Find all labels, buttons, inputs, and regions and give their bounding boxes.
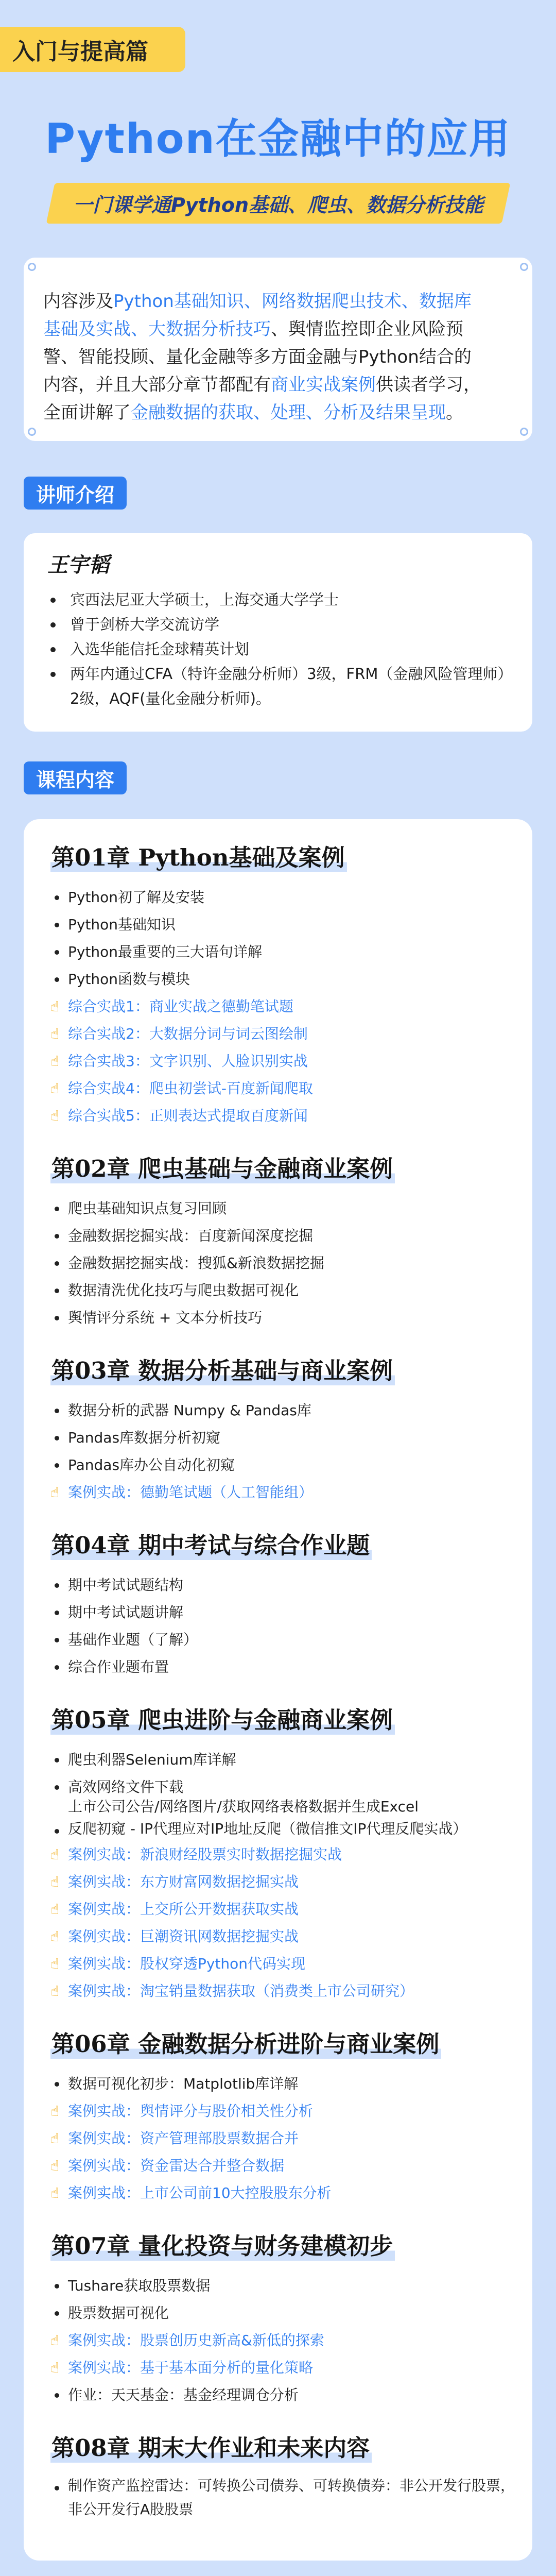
case-study-item: ☝ 案例实战：股票创历史新高&新低的探索 <box>50 2327 517 2354</box>
chapter-title: 第01章 Python基础及案例 <box>50 839 347 872</box>
lesson-item: 爬虫利器Selenium库详解 <box>50 1746 517 1773</box>
chapter-section <box>50 2227 517 2409</box>
intro-line: 基础及实战、大数据分析技巧、舆情监控即企业风险预 <box>43 319 463 340</box>
instructor-card <box>24 533 532 732</box>
chapter-section <box>50 839 517 1129</box>
intro-line: 内容涉及Python基础知识、网络数据爬虫技术、数据库 <box>43 291 472 312</box>
lesson-item: 数据分析的武器 Numpy & Pandas库 <box>50 1397 517 1424</box>
lesson-item: Tushare获取股票数据 <box>50 2272 517 2299</box>
case-study-item: ☝ 综合实战3：文字识别、人脸识别实战 <box>50 1047 517 1075</box>
lesson-item: 综合作业题布置 <box>50 1653 517 1681</box>
course-card <box>24 819 532 2561</box>
lesson-item: 高效网络文件下载 上市公司公告/网络图片/获取网络表格数据并生成Excel <box>50 1773 517 1817</box>
chapter-title: 第04章 期中考试与综合作业题 <box>50 1527 372 1560</box>
lesson-item: 反爬初窥 - IP代理应对IP地址反爬（微信推文IP代理反爬实战） <box>50 1817 517 1841</box>
corner-dot-icon <box>28 428 36 436</box>
corner-dot-icon <box>520 428 528 436</box>
lesson-item: Pandas库数据分析初窥 <box>50 1424 517 1451</box>
chapter-item-list <box>50 1195 517 1331</box>
instructor-item: 曾于剑桥大学交流访学 <box>47 612 512 637</box>
intro-card <box>24 258 532 441</box>
chapter-section <box>50 1352 517 1506</box>
lesson-item: 期中考试试题讲解 <box>50 1599 517 1626</box>
lesson-item: Python函数与模块 <box>50 965 517 993</box>
lesson-item: 舆情评分系统 + 文本分析技巧 <box>50 1304 517 1331</box>
case-study-item: ☝ 案例实战：上交所公开数据获取实战 <box>50 1895 517 1923</box>
case-study-item: ☝ 综合实战4：爬虫初尝试-百度新闻爬取 <box>50 1075 517 1102</box>
case-study-item: ☝ 案例实战：德勤笔试题（人工智能组） <box>50 1479 517 1506</box>
chapter-section <box>50 1527 517 1681</box>
case-study-item: ☝ 案例实战：舆情评分与股价相关性分析 <box>50 2097 517 2125</box>
lesson-item: Python最重要的三大语句详解 <box>50 938 517 965</box>
chapter-title: 第02章 爬虫基础与金融商业案例 <box>50 1150 395 1183</box>
chapter-title: 第08章 期末大作业和未来内容 <box>50 2429 372 2463</box>
level-tag: 入门与提高篇 <box>0 27 185 72</box>
instructor-item: 宾西法尼亚大学硕士，上海交通大学学士 <box>47 587 512 612</box>
chapter-item-list <box>50 1397 517 1506</box>
intro-line: 内容，并且大部分章节都配有商业实战案例供读者学习， <box>43 375 481 395</box>
lesson-item: 数据清洗优化技巧与爬虫数据可视化 <box>50 1277 517 1304</box>
chapter-item-list <box>50 2272 517 2409</box>
case-study-item: ☝ 案例实战：淘宝销量数据获取（消费类上市公司研究） <box>50 1977 517 2005</box>
lesson-item: 作业：天天基金：基金经理调仓分析 <box>50 2381 517 2409</box>
lesson-item: 金融数据挖掘实战：搜狐&新浪数据挖掘 <box>50 1249 517 1277</box>
page-title: Python在金融中的应用 <box>45 115 511 163</box>
lesson-item: Python基础知识 <box>50 911 517 938</box>
lesson-item: Python初了解及安装 <box>50 884 517 911</box>
course-section-tag: 课程内容 <box>24 761 127 794</box>
instructor-list <box>47 587 512 711</box>
lesson-item: 数据可视化初步：Matplotlib库详解 <box>50 2070 517 2097</box>
lesson-item: 股票数据可视化 <box>50 2299 517 2327</box>
lesson-item: 制作资产监控雷达：可转换公司债券、可转换债券：非公开发行股票，非公开发行A股股票 <box>50 2474 517 2521</box>
chapter-item-list <box>50 2474 517 2521</box>
case-study-item: ☝ 案例实战：资产管理部股票数据合并 <box>50 2125 517 2152</box>
lesson-item: 金融数据挖掘实战：百度新闻深度挖掘 <box>50 1222 517 1249</box>
intro-line: 全面讲解了金融数据的获取、处理、分析及结果呈现。 <box>43 402 463 423</box>
corner-dot-icon <box>28 263 36 271</box>
instructor-item: 两年内通过CFA（特许金融分析师）3级，FRM（金融风险管理师） <box>47 662 512 686</box>
chapter-title: 第05章 爬虫进阶与金融商业案例 <box>50 1701 395 1735</box>
chapter-title: 第03章 数据分析基础与商业案例 <box>50 1352 395 1385</box>
chapter-title: 第07章 量化投资与财务建模初步 <box>50 2227 395 2261</box>
lesson-item: 基础作业题（了解） <box>50 1626 517 1653</box>
chapter-section <box>50 2429 517 2521</box>
case-study-item: ☝ 案例实战：股权穿透Python代码实现 <box>50 1950 517 1977</box>
chapter-item-list <box>50 2070 517 2207</box>
lesson-item: 期中考试试题结构 <box>50 1571 517 1599</box>
subtitle-text: 一门课学通Python基础、爬虫、数据分析技能 <box>73 194 483 216</box>
lesson-item: 爬虫基础知识点复习回顾 <box>50 1195 517 1222</box>
subtitle-banner <box>0 183 556 224</box>
case-study-item: ☝ 综合实战5：正则表达式提取百度新闻 <box>50 1102 517 1129</box>
chapter-item-list <box>50 1746 517 2005</box>
chapter-section <box>50 1701 517 2005</box>
intro-line: 警、智能投顾、量化金融等多方面金融与Python结合的 <box>43 347 472 367</box>
case-study-item: ☝ 案例实战：上市公司前10大控股股东分析 <box>50 2179 517 2207</box>
instructor-name: 王宇韬 <box>47 553 109 577</box>
lesson-item: Pandas库办公自动化初窥 <box>50 1451 517 1479</box>
chapter-title: 第06章 金融数据分析进阶与商业案例 <box>50 2025 441 2059</box>
case-study-item: ☝ 案例实战：新浪财经股票实时数据挖掘实战 <box>50 1841 517 1868</box>
chapter-item-list <box>50 1571 517 1681</box>
instructor-item: 2级，AQF(量化金融分析师)。 <box>70 690 271 707</box>
instructor-item: 入选华能信托金球精英计划 <box>47 637 512 662</box>
case-study-item: ☝ 案例实战：东方财富网数据挖掘实战 <box>50 1868 517 1895</box>
chapter-section <box>50 1150 517 1331</box>
case-study-item: ☝ 案例实战：资金雷达合并整合数据 <box>50 2152 517 2179</box>
case-study-item: ☝ 综合实战2：大数据分词与词云图绘制 <box>50 1020 517 1047</box>
corner-dot-icon <box>520 263 528 271</box>
instructor-section-tag: 讲师介绍 <box>24 477 127 510</box>
case-study-item: ☝ 综合实战1：商业实战之德勤笔试题 <box>50 993 517 1020</box>
chapter-item-list <box>50 884 517 1129</box>
chapter-section <box>50 2025 517 2207</box>
case-study-item: ☝ 案例实战：基于基本面分析的量化策略 <box>50 2354 517 2381</box>
case-study-item: ☝ 案例实战：巨潮资讯网数据挖掘实战 <box>50 1923 517 1950</box>
